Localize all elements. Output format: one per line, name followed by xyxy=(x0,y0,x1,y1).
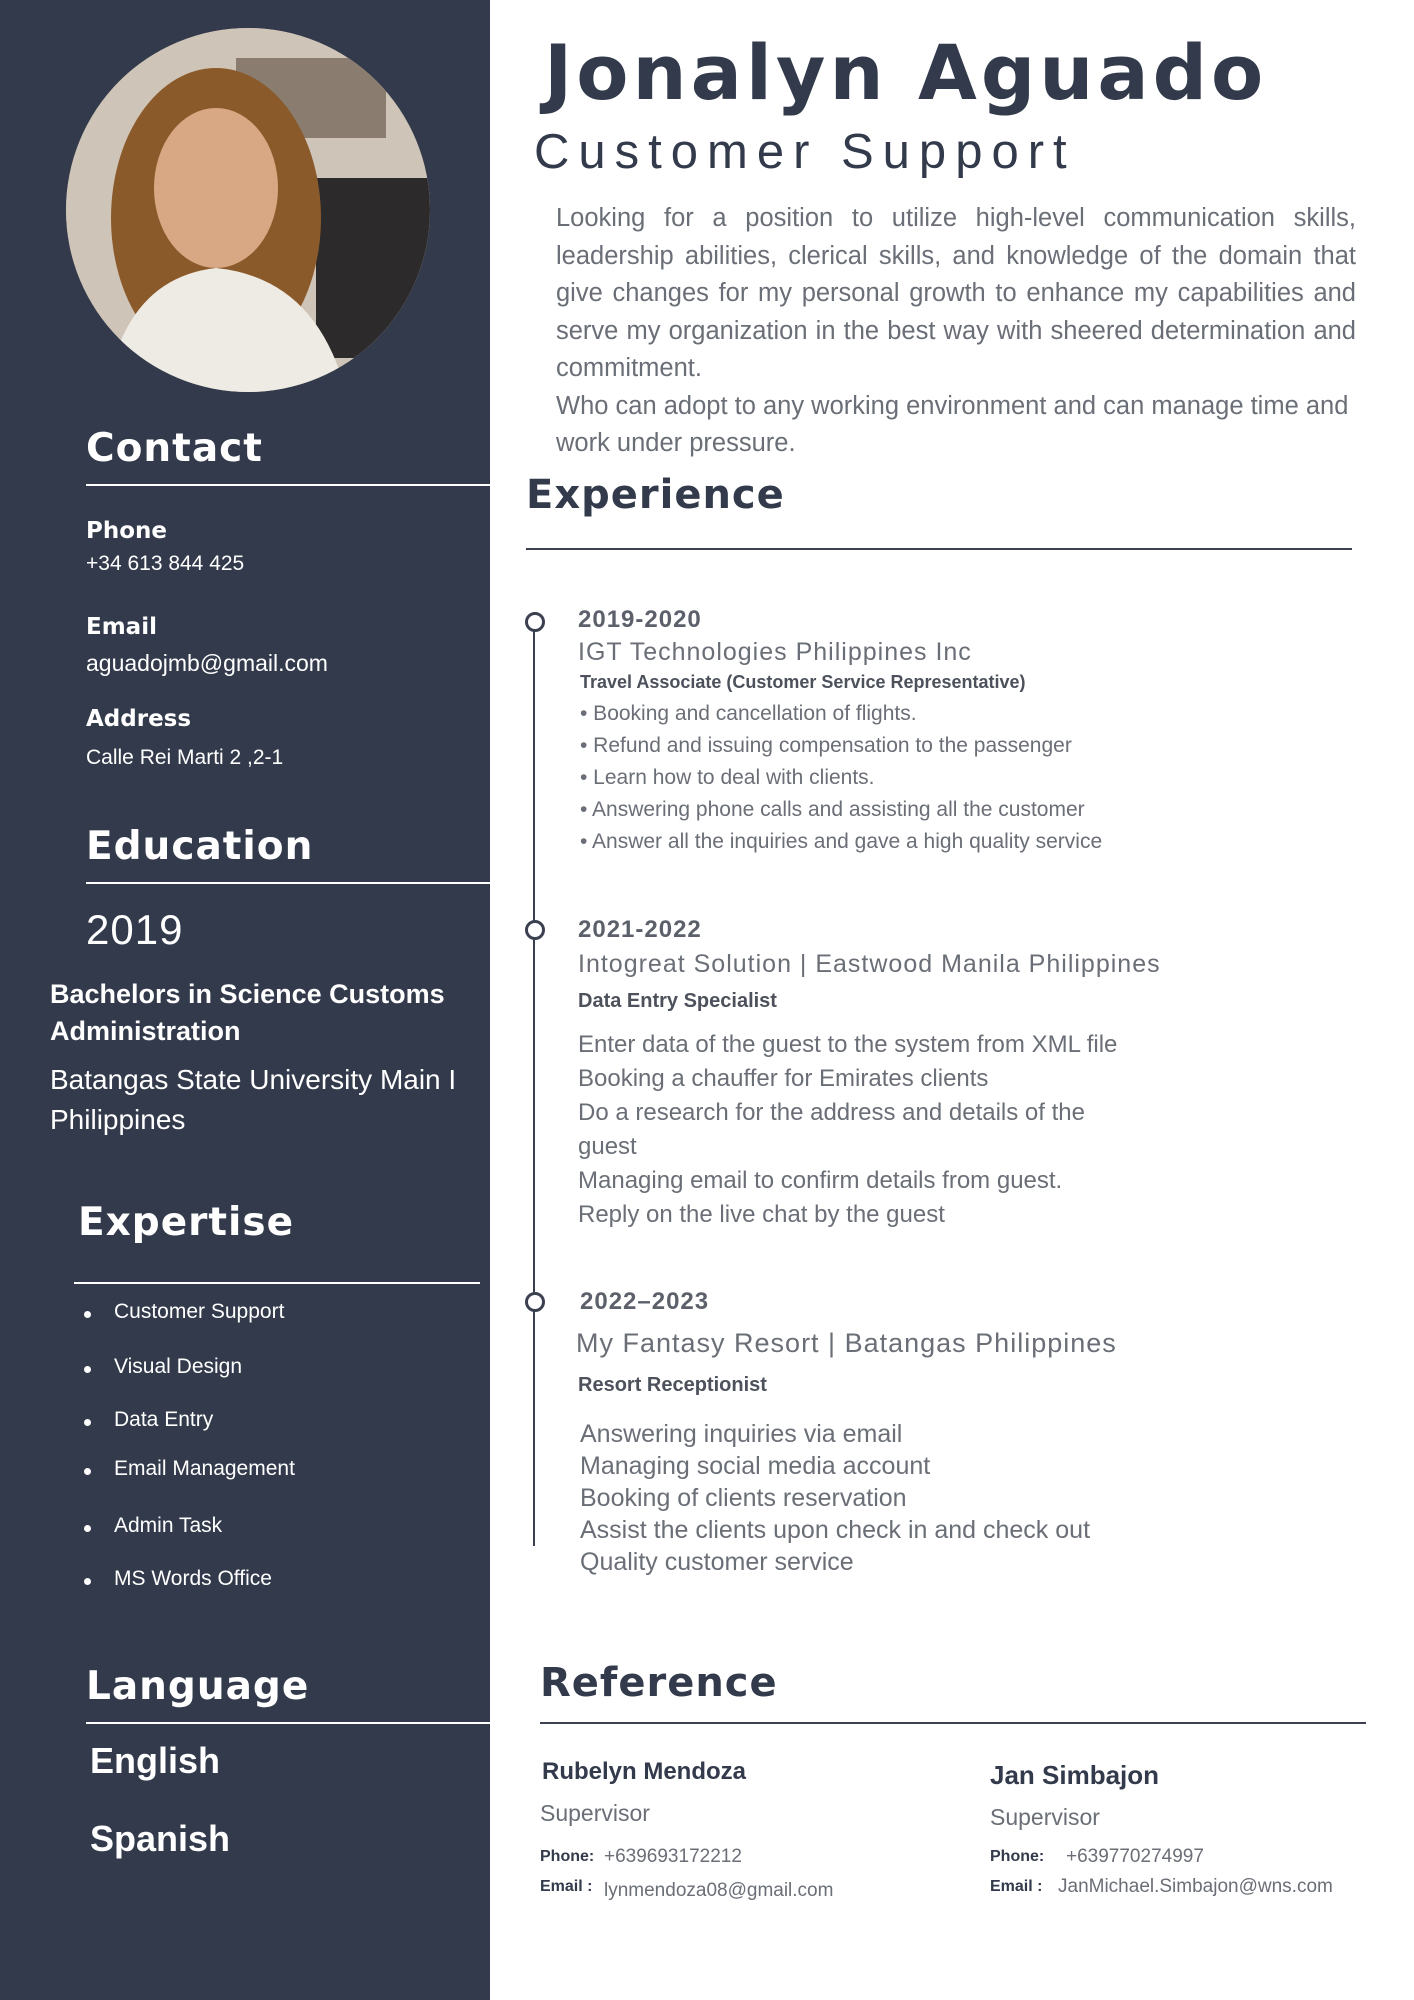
address-value: Calle Rei Marti 2 ,2-1 xyxy=(86,746,284,769)
reference-role: Supervisor xyxy=(990,1804,1100,1830)
education-degree: Bachelors in Science Customs Administration xyxy=(50,979,445,1046)
job-title: Data Entry Specialist xyxy=(578,990,777,1012)
job-years: 2019-2020 xyxy=(578,606,702,633)
reference-email: lynmendoza08@gmail.com xyxy=(604,1880,834,1901)
expertise-divider xyxy=(74,1282,480,1284)
reference-email-label: Email : xyxy=(990,1878,1043,1895)
summary-paragraph: Who can adopt to any working environment and can manage time and work under pressure. xyxy=(556,391,1349,457)
language-heading: Language xyxy=(86,1664,310,1709)
experience-divider xyxy=(526,548,1352,550)
portrait-image xyxy=(66,28,430,392)
job-years: 2021-2022 xyxy=(578,916,702,943)
profile-photo xyxy=(66,28,430,392)
job-duty: • Learn how to deal with clients. xyxy=(580,766,875,789)
reference-role: Supervisor xyxy=(540,1800,650,1826)
reference-phone: +639693172212 xyxy=(604,1846,742,1867)
job-duties xyxy=(578,1028,1117,1232)
profile-summary xyxy=(556,200,1356,463)
job-duty: Reply on the live chat by the guest xyxy=(578,1201,945,1228)
job-duty: • Answer all the inquiries and gave a high quality service xyxy=(580,830,1103,853)
job-company: IGT Technologies Philippines Inc xyxy=(578,638,972,666)
address-label: Address xyxy=(86,706,192,732)
email-value: aguadojmb@gmail.com xyxy=(86,650,328,676)
language-item: Spanish xyxy=(90,1818,231,1859)
job-company: Intogreat Solution | Eastwood Manila Philippines xyxy=(578,950,1161,978)
education-heading: Education xyxy=(86,824,314,869)
job-duty: Do a research for the address and details of the xyxy=(578,1099,1085,1126)
job-duties xyxy=(580,698,1102,858)
candidate-name: Jonalyn Aguado xyxy=(544,28,1268,117)
reference-heading: Reference xyxy=(540,1660,778,1706)
reference-name: Rubelyn Mendoza xyxy=(542,1758,747,1785)
summary-paragraph: Looking for a position to utilize high-level communication skills, leadership abilities, clerical skills, and knowledge of the domain that give changes for my personal growth to enhance my capabilities and serve my organization in the best way with sheered determination and commitment. xyxy=(556,204,1356,382)
language-item: English xyxy=(90,1740,221,1781)
job-duty: Managing social media account xyxy=(580,1452,931,1480)
reference-name: Jan Simbajon xyxy=(990,1760,1160,1790)
contact-heading: Contact xyxy=(86,426,263,471)
reference-phone-label: Phone: xyxy=(990,1848,1045,1865)
job-duty: Booking a chauffer for Emirates clients xyxy=(578,1065,989,1092)
expertise-heading: Expertise xyxy=(78,1200,295,1245)
job-duty: Answering inquiries via email xyxy=(580,1420,903,1448)
phone-value: +34 613 844 425 xyxy=(86,552,245,575)
education-school: Batangas State University Main I Philippines xyxy=(50,1064,457,1135)
timeline-dot xyxy=(525,1292,545,1312)
job-title: Resort Receptionist xyxy=(578,1374,767,1396)
reference-divider xyxy=(540,1722,1366,1724)
timeline-line xyxy=(533,620,535,1546)
job-duties xyxy=(580,1418,1090,1578)
job-company: My Fantasy Resort | Batangas Philippines xyxy=(576,1328,1117,1358)
reference-phone: +639770274997 xyxy=(1066,1846,1204,1867)
job-duty: • Refund and issuing compensation to the passenger xyxy=(580,734,1072,757)
reference-email: JanMichael.Simbajon@wns.com xyxy=(1058,1876,1333,1897)
job-duty: guest xyxy=(578,1133,637,1160)
timeline-dot xyxy=(525,612,545,632)
reference-phone-label: Phone: xyxy=(540,1848,595,1865)
job-duty: Assist the clients upon check in and check out xyxy=(580,1516,1091,1544)
job-duty: Quality customer service xyxy=(580,1548,854,1576)
reference-email-label: Email : xyxy=(540,1878,593,1895)
education-divider xyxy=(86,882,490,884)
sidebar: Contact Phone +34 613 844 425 Email aguadojmb@gmail.com Address Calle Rei Marti 2 ,2-1 Education 2019 Bachelors in Science Customs Administration Batangas State University Main I Philippines Expertise Customer Support Visual Design Data Entry Email Management Admin Task MS Words Office Language English Spanish xyxy=(0,0,490,2000)
job-years: 2022–2023 xyxy=(580,1288,710,1315)
job-duty: • Booking and cancellation of flights. xyxy=(580,702,917,725)
education-year: 2019 xyxy=(86,906,184,953)
job-title: Travel Associate (Customer Service Representative) xyxy=(580,672,1026,692)
email-label: Email xyxy=(86,614,157,640)
phone-label: Phone xyxy=(86,518,168,544)
timeline-dot xyxy=(525,920,545,940)
job-duty: Managing email to confirm details from guest. xyxy=(578,1167,1063,1194)
job-duty: • Answering phone calls and assisting all the customer xyxy=(580,798,1085,821)
job-duty: Enter data of the guest to the system from XML file xyxy=(578,1031,1118,1058)
contact-divider xyxy=(86,484,490,486)
language-divider xyxy=(86,1722,490,1724)
job-duty: Booking of clients reservation xyxy=(580,1484,907,1512)
experience-heading: Experience xyxy=(526,472,785,518)
candidate-role: Customer Support xyxy=(534,125,1076,179)
